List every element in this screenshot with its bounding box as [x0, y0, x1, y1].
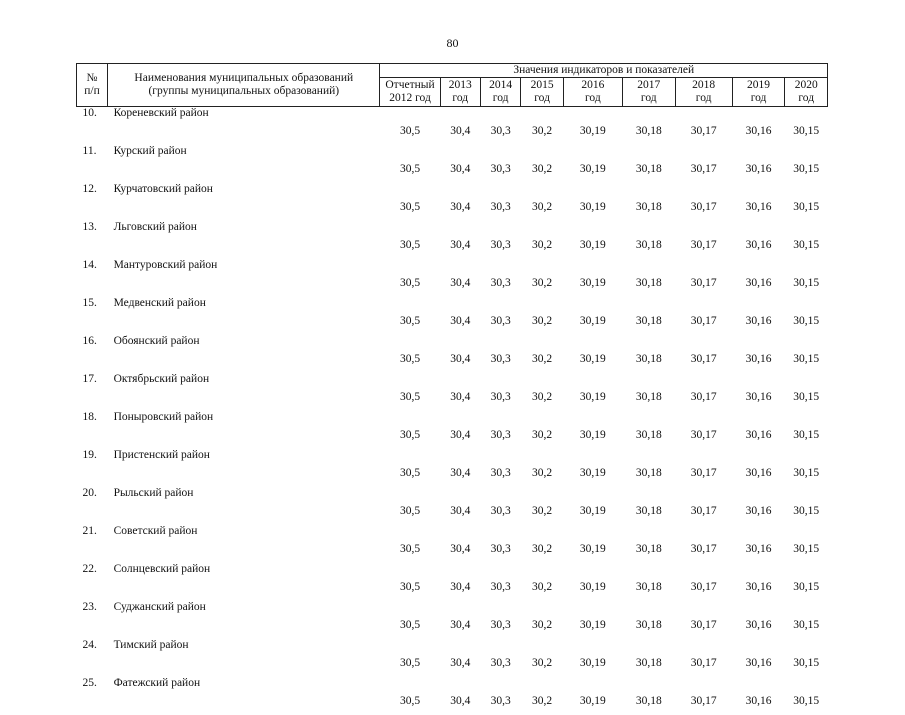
municipality-name: Суджанский район [108, 601, 380, 639]
indicator-value: 30,17 [675, 677, 732, 715]
indicator-value: 30,19 [563, 183, 622, 221]
indicator-value: 30,18 [622, 259, 675, 297]
indicator-value: 30,2 [521, 183, 563, 221]
municipality-name: Октябрьский район [108, 373, 380, 411]
municipality-name: Поныровский район [108, 411, 380, 449]
indicator-value: 30,19 [563, 145, 622, 183]
municipality-name: Курский район [108, 145, 380, 183]
municipality-name: Солнцевский район [108, 563, 380, 601]
indicator-value: 30,2 [521, 487, 563, 525]
indicator-value: 30,2 [521, 449, 563, 487]
indicator-value: 30,19 [563, 677, 622, 715]
indicator-value: 30,19 [563, 297, 622, 335]
municipality-name: Пристенский район [108, 449, 380, 487]
indicator-value: 30,16 [732, 259, 785, 297]
indicator-value: 30,18 [622, 107, 675, 146]
indicator-value: 30,5 [380, 259, 440, 297]
indicator-value: 30,16 [732, 335, 785, 373]
table-row [77, 601, 828, 639]
indicator-value: 30,18 [622, 335, 675, 373]
indicator-value: 30,3 [480, 563, 520, 601]
indicator-value: 30,18 [622, 525, 675, 563]
indicator-value: 30,4 [440, 259, 480, 297]
indicator-value: 30,19 [563, 487, 622, 525]
indicator-value: 30,16 [732, 411, 785, 449]
indicator-value: 30,15 [785, 525, 828, 563]
indicator-value: 30,16 [732, 563, 785, 601]
row-number: 17. [77, 373, 108, 411]
indicator-value: 30,18 [622, 601, 675, 639]
indicator-value: 30,18 [622, 639, 675, 677]
indicator-value: 30,3 [480, 183, 520, 221]
row-number: 15. [77, 297, 108, 335]
row-number: 18. [77, 411, 108, 449]
municipality-name: Рыльский район [108, 487, 380, 525]
indicator-value: 30,2 [521, 639, 563, 677]
indicator-value: 30,17 [675, 183, 732, 221]
indicator-value: 30,15 [785, 411, 828, 449]
indicator-value: 30,19 [563, 373, 622, 411]
table-row [77, 335, 828, 373]
table-row [77, 525, 828, 563]
indicator-value: 30,5 [380, 373, 440, 411]
header-year: 2020 год [785, 78, 828, 107]
row-number: 14. [77, 259, 108, 297]
municipality-name: Советский район [108, 525, 380, 563]
indicator-value: 30,19 [563, 221, 622, 259]
table-row [77, 639, 828, 677]
indicator-value: 30,3 [480, 145, 520, 183]
header-year: 2019 год [732, 78, 785, 107]
indicator-value: 30,5 [380, 677, 440, 715]
table-row [77, 411, 828, 449]
indicator-value: 30,18 [622, 563, 675, 601]
indicator-value: 30,4 [440, 335, 480, 373]
indicator-value: 30,18 [622, 411, 675, 449]
indicator-value: 30,5 [380, 221, 440, 259]
indicator-value: 30,2 [521, 601, 563, 639]
indicator-value: 30,17 [675, 335, 732, 373]
municipality-name: Тимский район [108, 639, 380, 677]
indicator-value: 30,2 [521, 411, 563, 449]
header-name: Наименования муниципальных образований (группы муниципальных образований) [108, 64, 380, 107]
indicator-value: 30,5 [380, 335, 440, 373]
indicator-value: 30,3 [480, 373, 520, 411]
indicator-value: 30,4 [440, 373, 480, 411]
indicator-value: 30,15 [785, 449, 828, 487]
indicator-value: 30,5 [380, 145, 440, 183]
indicator-value: 30,15 [785, 639, 828, 677]
indicator-value: 30,16 [732, 145, 785, 183]
indicator-value: 30,17 [675, 107, 732, 146]
indicator-value: 30,19 [563, 335, 622, 373]
municipality-name: Медвенский район [108, 297, 380, 335]
indicator-value: 30,17 [675, 411, 732, 449]
indicator-value: 30,5 [380, 487, 440, 525]
indicator-value: 30,18 [622, 373, 675, 411]
indicator-value: 30,17 [675, 601, 732, 639]
header-year: 2013 год [440, 78, 480, 107]
indicator-value: 30,18 [622, 449, 675, 487]
indicator-value: 30,18 [622, 183, 675, 221]
indicator-value: 30,4 [440, 563, 480, 601]
indicator-value: 30,17 [675, 639, 732, 677]
indicator-value: 30,3 [480, 335, 520, 373]
indicator-value: 30,19 [563, 563, 622, 601]
indicator-value: 30,2 [521, 677, 563, 715]
page-number: 80 [0, 36, 905, 51]
indicator-value: 30,4 [440, 183, 480, 221]
header-year: 2016 год [563, 78, 622, 107]
indicator-value: 30,5 [380, 525, 440, 563]
indicator-value: 30,4 [440, 449, 480, 487]
indicator-value: 30,2 [521, 145, 563, 183]
row-number: 24. [77, 639, 108, 677]
indicator-value: 30,16 [732, 601, 785, 639]
indicator-value: 30,3 [480, 259, 520, 297]
table-row [77, 183, 828, 221]
header-year: Отчетный 2012 год [380, 78, 440, 107]
indicator-value: 30,17 [675, 487, 732, 525]
indicator-value: 30,19 [563, 525, 622, 563]
indicator-value: 30,16 [732, 677, 785, 715]
indicator-value: 30,16 [732, 221, 785, 259]
indicator-value: 30,3 [480, 449, 520, 487]
indicator-value: 30,15 [785, 487, 828, 525]
table-row [77, 373, 828, 411]
table-row [77, 259, 828, 297]
row-number: 11. [77, 145, 108, 183]
indicator-value: 30,16 [732, 183, 785, 221]
indicator-value: 30,3 [480, 411, 520, 449]
municipality-name: Льговский район [108, 221, 380, 259]
indicator-value: 30,3 [480, 677, 520, 715]
row-number: 12. [77, 183, 108, 221]
indicator-value: 30,15 [785, 221, 828, 259]
indicator-value: 30,3 [480, 601, 520, 639]
row-number: 23. [77, 601, 108, 639]
indicator-value: 30,16 [732, 639, 785, 677]
municipality-name: Обоянский район [108, 335, 380, 373]
indicator-value: 30,15 [785, 107, 828, 146]
indicator-value: 30,3 [480, 221, 520, 259]
header-year: 2014 год [480, 78, 520, 107]
municipality-name: Кореневский район [108, 107, 380, 146]
indicator-value: 30,17 [675, 297, 732, 335]
indicator-value: 30,15 [785, 335, 828, 373]
table-row [77, 297, 828, 335]
indicator-value: 30,16 [732, 297, 785, 335]
indicator-value: 30,4 [440, 221, 480, 259]
indicator-value: 30,17 [675, 145, 732, 183]
indicator-value: 30,5 [380, 563, 440, 601]
row-number: 21. [77, 525, 108, 563]
header-num: № п/п [77, 64, 108, 107]
indicator-value: 30,15 [785, 183, 828, 221]
indicator-value: 30,16 [732, 525, 785, 563]
indicator-value: 30,3 [480, 487, 520, 525]
municipality-name: Мантуровский район [108, 259, 380, 297]
indicator-value: 30,4 [440, 487, 480, 525]
indicator-value: 30,15 [785, 601, 828, 639]
indicators-table [76, 63, 828, 715]
indicator-value: 30,15 [785, 677, 828, 715]
indicator-value: 30,19 [563, 449, 622, 487]
indicator-value: 30,2 [521, 525, 563, 563]
indicator-value: 30,3 [480, 297, 520, 335]
indicator-value: 30,15 [785, 259, 828, 297]
table-row [77, 487, 828, 525]
indicator-value: 30,18 [622, 677, 675, 715]
indicator-value: 30,18 [622, 221, 675, 259]
indicator-value: 30,17 [675, 373, 732, 411]
header-values: Значения индикаторов и показателей [380, 64, 828, 78]
indicator-value: 30,5 [380, 449, 440, 487]
indicator-value: 30,16 [732, 373, 785, 411]
row-number: 16. [77, 335, 108, 373]
row-number: 25. [77, 677, 108, 715]
indicator-value: 30,17 [675, 563, 732, 601]
indicator-value: 30,4 [440, 145, 480, 183]
table-row [77, 563, 828, 601]
indicator-value: 30,18 [622, 297, 675, 335]
indicator-value: 30,2 [521, 563, 563, 601]
indicator-value: 30,2 [521, 297, 563, 335]
indicator-value: 30,2 [521, 221, 563, 259]
indicator-value: 30,19 [563, 601, 622, 639]
indicator-value: 30,5 [380, 601, 440, 639]
indicator-value: 30,16 [732, 487, 785, 525]
indicator-value: 30,15 [785, 373, 828, 411]
table-body [77, 107, 828, 715]
indicator-value: 30,4 [440, 677, 480, 715]
indicator-value: 30,5 [380, 107, 440, 146]
indicator-value: 30,18 [622, 487, 675, 525]
indicator-value: 30,17 [675, 221, 732, 259]
row-number: 19. [77, 449, 108, 487]
indicator-value: 30,16 [732, 107, 785, 146]
header-year: 2015 год [521, 78, 563, 107]
indicator-value: 30,17 [675, 525, 732, 563]
indicator-value: 30,3 [480, 107, 520, 146]
indicator-value: 30,15 [785, 563, 828, 601]
indicator-value: 30,16 [732, 449, 785, 487]
indicator-value: 30,5 [380, 297, 440, 335]
indicator-value: 30,4 [440, 639, 480, 677]
header-year: 2018 год [675, 78, 732, 107]
indicator-value: 30,18 [622, 145, 675, 183]
table-row [77, 449, 828, 487]
row-number: 22. [77, 563, 108, 601]
indicator-value: 30,17 [675, 449, 732, 487]
table-row [77, 145, 828, 183]
table-row [77, 677, 828, 715]
indicator-value: 30,15 [785, 145, 828, 183]
indicator-value: 30,19 [563, 107, 622, 146]
indicator-value: 30,4 [440, 411, 480, 449]
indicator-value: 30,4 [440, 525, 480, 563]
indicator-value: 30,4 [440, 601, 480, 639]
indicator-value: 30,19 [563, 411, 622, 449]
table-row [77, 221, 828, 259]
indicator-value: 30,5 [380, 639, 440, 677]
table-header [77, 64, 828, 107]
row-number: 13. [77, 221, 108, 259]
indicator-value: 30,4 [440, 107, 480, 146]
indicator-value: 30,19 [563, 639, 622, 677]
indicator-value: 30,19 [563, 259, 622, 297]
municipality-name: Курчатовский район [108, 183, 380, 221]
indicator-value: 30,3 [480, 639, 520, 677]
indicator-value: 30,17 [675, 259, 732, 297]
municipality-name: Фатежский район [108, 677, 380, 715]
row-number: 10. [77, 107, 108, 146]
table-row [77, 107, 828, 146]
indicator-value: 30,5 [380, 183, 440, 221]
indicator-value: 30,3 [480, 525, 520, 563]
indicator-value: 30,2 [521, 107, 563, 146]
indicator-value: 30,5 [380, 411, 440, 449]
indicator-value: 30,2 [521, 335, 563, 373]
header-year: 2017 год [622, 78, 675, 107]
indicator-value: 30,2 [521, 259, 563, 297]
indicator-value: 30,2 [521, 373, 563, 411]
row-number: 20. [77, 487, 108, 525]
indicator-value: 30,4 [440, 297, 480, 335]
indicator-value: 30,15 [785, 297, 828, 335]
